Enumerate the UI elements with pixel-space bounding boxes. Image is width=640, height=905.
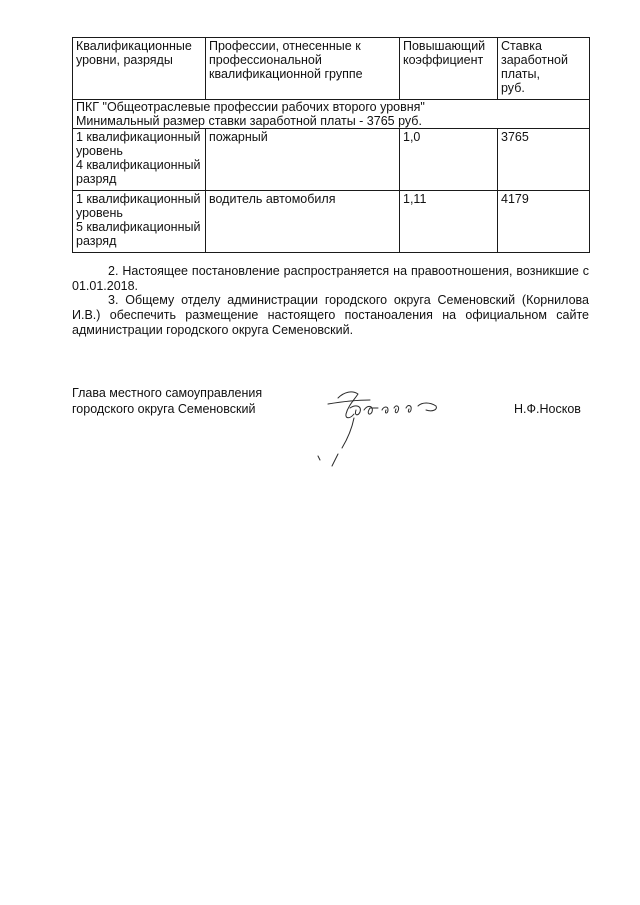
table-header-row <box>73 38 590 100</box>
table-group-row <box>73 100 590 129</box>
table-row <box>73 129 590 191</box>
signatory-title: Глава местного самоуправления городского округа Семеновский <box>72 386 263 416</box>
qualification-table <box>72 37 590 253</box>
group-min-rate: Минимальный размер ставки заработной платы - 3765 руб. <box>76 114 422 128</box>
paragraph-publication: 3. Общему отделу администрации городского округа Семеновский (Корнилова И.В.) обеспечить размещение настоящего постаноаления на официальном сайте администрации городского округа Семеновский. <box>72 293 589 337</box>
header-cell-professions: Профессии, отнесенные к профессиональной квалификационной группе <box>206 38 400 100</box>
rate-cell: 3765 <box>498 129 590 191</box>
profession-cell: водитель автомобиля <box>206 191 400 253</box>
signatory-name: Н.Ф.Носков <box>514 402 581 416</box>
level-cell: 1 квалификационный уровень 5 квалификационный разряд <box>73 191 206 253</box>
level-cell: 1 квалификационный уровень 4 квалификационный разряд <box>73 129 206 191</box>
table-row <box>73 191 590 253</box>
coefficient-cell: 1,0 <box>400 129 498 191</box>
coefficient-cell: 1,11 <box>400 191 498 253</box>
group-title: ПКГ "Общеотраслевые профессии рабочих второго уровня" <box>76 100 425 114</box>
header-cell-levels: Квалификационные уровни, разряды <box>73 38 206 100</box>
paragraph-effective-date: 2. Настоящее постановление распространяется на правоотношения, возникшие с 01.01.2018. <box>72 264 589 293</box>
header-cell-coefficient: Повышающий коэффициент <box>400 38 498 100</box>
group-cell <box>73 100 590 129</box>
rate-cell: 4179 <box>498 191 590 253</box>
profession-cell: пожарный <box>206 129 400 191</box>
header-cell-rate: Ставка заработной платы, руб. <box>498 38 590 100</box>
handwritten-signature <box>298 386 468 476</box>
